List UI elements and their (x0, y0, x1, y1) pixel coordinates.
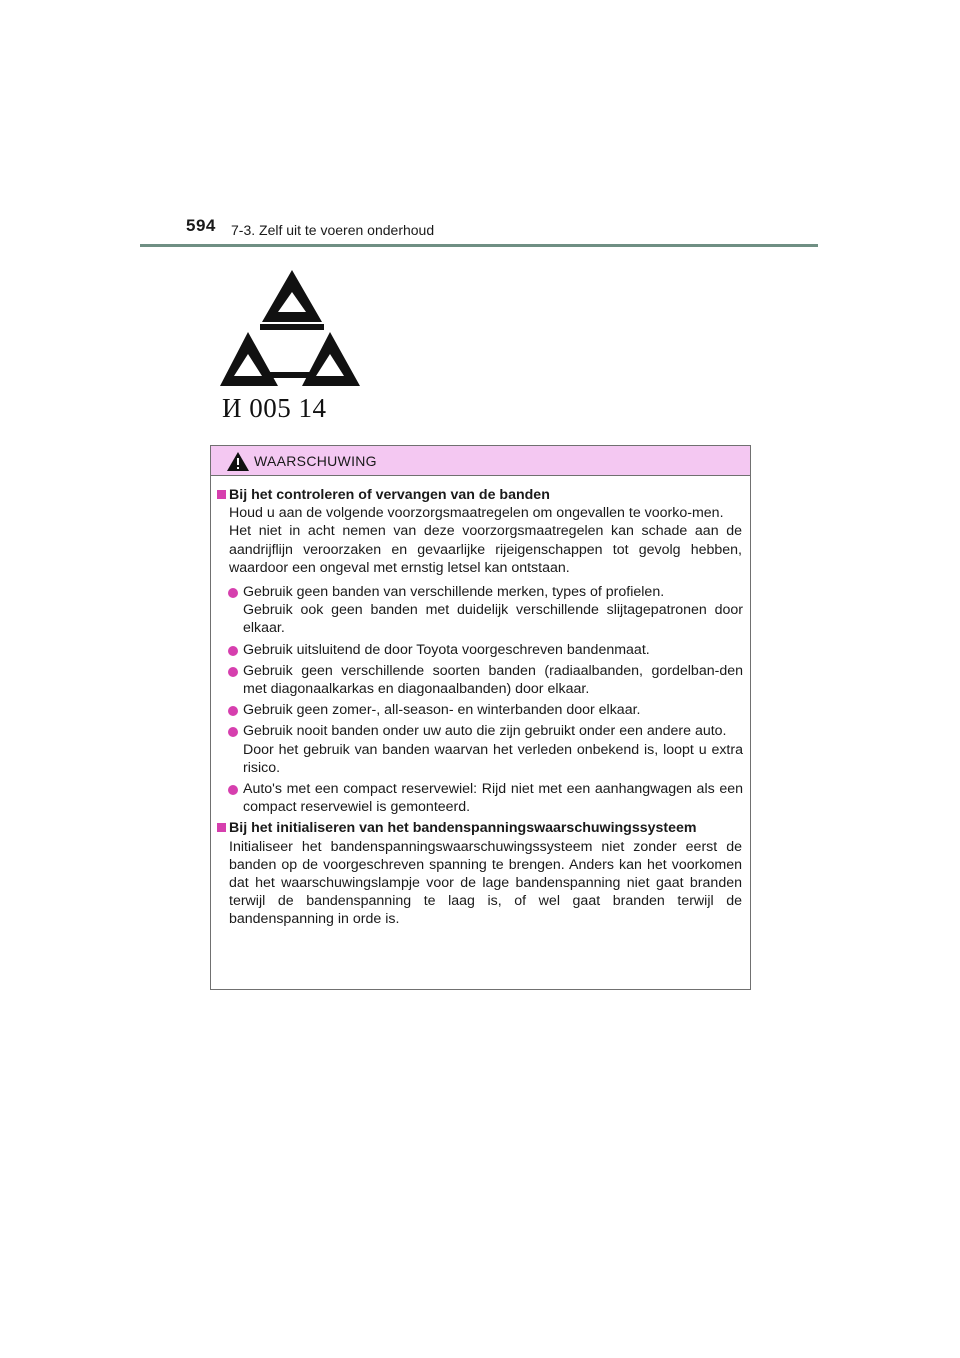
warning-box (210, 445, 751, 990)
triangle-right-bar (290, 372, 310, 378)
circle-bullet-icon (228, 667, 238, 677)
list-item: Auto's met een compact reservewiel: Rijd niet met een aanhangwagen als een compact reservewiel is gemonteerd. (243, 780, 743, 816)
warning-triangle-icon (227, 452, 249, 471)
page-number: 594 (186, 216, 216, 235)
warning-body (211, 486, 750, 929)
section-heading: Bij het initialiseren van het bandenspanningswaarschuwingssysteem (211, 819, 736, 837)
circle-bullet-icon (228, 785, 238, 795)
list-item: Gebruik uitsluitend de door Toyota voorgeschreven bandenmaat. (243, 641, 743, 659)
list-item: Gebruik geen zomer-, all-season- en winterbanden door elkaar. (243, 701, 743, 719)
list-item: Gebruik geen banden van verschillende merken, types of profielen. Gebruik ook geen banden met duidelijk verschillende slijtagepatronen door elkaar. (243, 583, 743, 638)
square-bullet-icon (217, 490, 226, 499)
triangle-top-bar (260, 324, 324, 330)
list-item: Gebruik nooit banden onder uw auto die zijn gebruikt onder een andere auto. Door het gebruik van banden waarvan het verleden onbekend is, loopt u extra risico. (243, 722, 743, 777)
triangle-top-icon (262, 270, 322, 322)
triangle-right-icon (302, 332, 360, 386)
header-rule (140, 244, 818, 247)
warning-header (211, 446, 750, 476)
section-title: 7-3. Zelf uit te voeren onderhoud (231, 222, 435, 238)
triangle-left-bar (262, 372, 290, 378)
circle-bullet-icon (228, 646, 238, 656)
circle-bullet-icon (228, 706, 238, 716)
mark-code: И 005 14 (222, 393, 327, 423)
list-item: Gebruik geen verschillende soorten banden (radiaalbanden, gordelban-den met diagonaalkarkas en diagonaalbanden) door elkaar. (243, 662, 743, 698)
warning-label: WAARSCHUWING (254, 453, 377, 469)
section-heading: Bij het controleren of vervangen van de banden (211, 486, 736, 504)
paragraph: Initialiseer het bandenspanningswaarschuwingssysteem niet zonder eerst de banden op de voorgeschreven spanning te brengen. Anders kan het voorkomen dat het waarschuwingslampje voor de lage bandenspanning niet gaat branden terwijl de bandenspanning te laag is, of wel gaat branden terwijl de bandenspanning in orde is. (229, 838, 742, 928)
square-bullet-icon (217, 823, 226, 832)
paragraph: Het niet in acht nemen van deze voorzorgsmaatregelen kan schade aan de aandrijflijn veroorzaken en gevaarlijke rijeigenschappen tot gevolg hebben, waardoor een ongeval met ernstig letsel kan ontstaan. (229, 523, 742, 576)
circle-bullet-icon (228, 588, 238, 598)
paragraph: Houd u aan de volgende voorzorgsmaatregelen om ongevallen te voorko-men. (229, 505, 724, 522)
circle-bullet-icon (228, 727, 238, 737)
